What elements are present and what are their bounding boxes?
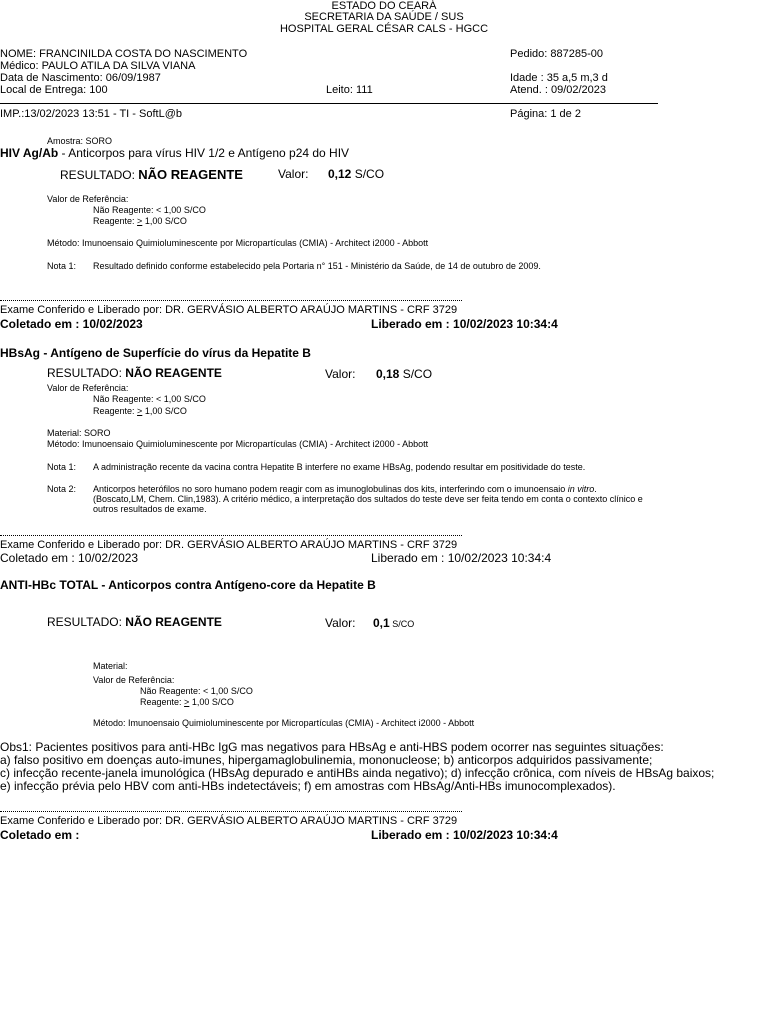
antihbc-value-number: 0,1: [373, 616, 390, 630]
antihbc-description: - Anticorpos contra Antígeno-core da Hepatite B: [98, 578, 376, 592]
hbsag-note2-label: Nota 2:: [47, 484, 77, 494]
antihbc-ref-nonreactive: Não Reagente: < 1,00 S/CO: [140, 686, 253, 696]
hbsag-note2-part-b: . (Boscato,LM, Chem. Clin,1983). A critério médico, a interpretação dos sultados do teste deve ser feita tendo em conta o contexto clínico e outros resultados de exame.: [93, 484, 643, 514]
hiv-code: HIV Ag/Ab: [0, 146, 59, 160]
antihbc-released: Liberado em : 10/02/2023 10:34:4: [371, 828, 558, 842]
hiv-sample: Amostra: SORO: [47, 136, 113, 146]
hbsag-title: [0, 347, 311, 360]
hbsag-result-label: RESULTADO:: [47, 366, 126, 380]
bed-number: Leito: 111: [326, 84, 373, 96]
hbsag-note2-part-a: Anticorpos heterófilos no soro humano podem reagir com as imunoglobulinas dos kits, interferindo com o imunoensaio: [93, 484, 568, 494]
hiv-result: [60, 168, 243, 182]
hiv-value-number: 0,12: [328, 167, 352, 181]
antihbc-value-unit: S/CO: [389, 619, 415, 629]
header-state: ESTADO DO CEARÁ: [331, 0, 437, 12]
hiv-description: - Anticorpos para vírus HIV 1/2 e Antígeno p24 do HIV: [58, 146, 350, 160]
antihbc-value: [373, 617, 414, 630]
header-secretariat: SECRETARIA DA SAÚDE / SUS: [304, 11, 464, 23]
antihbc-collected: Coletado em :: [0, 828, 80, 842]
antihbc-method: Método: Imunoensaio Quimioluminescente por Micropartículas (CMIA) - Architect i2000 - Abbott: [93, 718, 475, 728]
hiv-value-unit: S/CO: [351, 167, 385, 181]
hbsag-note1-text: A administração recente da vacina contra Hepatite B interfere no exame HBsAg, podendo resultar em positividade do teste.: [93, 462, 586, 472]
page-number: Página: 1 de 2: [510, 108, 581, 120]
hbsag-dotted-divider: [0, 535, 462, 536]
hbsag-ref-reactive: [93, 406, 187, 416]
patient-name: NOME: FRANCINILDA COSTA DO NASCIMENTO: [0, 48, 248, 60]
antihbc-ref-reactive-symbol: >: [184, 697, 190, 707]
antihbc-result-label: RESULTADO:: [47, 615, 126, 629]
hiv-note-text: Resultado definido conforme estabelecido pela Portaria n° 151 - Ministério da Saúde, de 14 de outubro de 2009.: [93, 261, 541, 271]
hiv-value-label: Valor:: [278, 167, 309, 181]
hiv-value: [328, 168, 384, 181]
hiv-ref-reactive-label: Reagente:: [93, 216, 138, 226]
hbsag-signed-by: Exame Conferido e Liberado por: DR. GERVÁSIO ALBERTO ARAÚJO MARTINS - CRF 3729: [0, 539, 458, 551]
hbsag-value-label: Valor:: [325, 367, 356, 381]
antihbc-result: [47, 616, 222, 629]
hiv-released: Liberado em : 10/02/2023 10:34:4: [371, 317, 558, 331]
hbsag-material: Material: SORO: [47, 428, 111, 438]
hbsag-ref-nonreactive: Não Reagente: < 1,00 S/CO: [93, 394, 206, 404]
hbsag-result-value: NÃO REAGENTE: [125, 366, 222, 380]
antihbc-ref-reactive: [140, 697, 234, 707]
header-divider: [0, 103, 658, 104]
hbsag-description: - Antígeno de Superfície do vírus da Hepatite B: [40, 346, 311, 360]
hbsag-collected: Coletado em : 10/02/2023: [0, 551, 139, 565]
antihbc-obs-2: a) falso positivo em doenças auto-imunes, hipergamaglobulinemia, mononucleose; b) anticorpos adquiridos passivamente;: [0, 753, 653, 767]
antihbc-title: [0, 579, 376, 592]
antihbc-code: ANTI-HBc TOTAL: [0, 578, 98, 592]
hiv-ref-title: Valor de Referência:: [47, 194, 129, 204]
antihbc-obs-4: e) infecção prévia pelo HBV com anti-HBs indetectáveis; f) em amostras com HBsAg/Anti-HBs imunocomplexados).: [0, 779, 616, 793]
birth-date: Data de Nascimento: 06/09/1987: [0, 72, 161, 84]
antihbc-value-label: Valor:: [325, 616, 356, 630]
hbsag-value-unit: S/CO: [399, 367, 433, 381]
hbsag-note2-italic: in vitro: [567, 484, 595, 494]
hiv-method: Método: Imunoensaio Quimioluminescente por Micropartículas (CMIA) - Architect i2000 - Abbott: [47, 238, 429, 248]
hiv-result-label: RESULTADO:: [60, 168, 139, 182]
hbsag-ref-reactive-symbol: >: [137, 406, 143, 416]
hbsag-released: Liberado em : 10/02/2023 10:34:4: [371, 551, 552, 565]
delivery-location: Local de Entrega: 100: [0, 84, 108, 96]
antihbc-dotted-divider: [0, 811, 462, 812]
hbsag-value-number: 0,18: [376, 367, 400, 381]
hbsag-method: Método: Imunoensaio Quimioluminescente por Micropartículas (CMIA) - Architect i2000 - Abbott: [47, 439, 429, 449]
hiv-note-label: Nota 1:: [47, 261, 77, 271]
hiv-ref-reactive-value: 1,00 S/CO: [142, 216, 187, 226]
hbsag-note2-text: [93, 484, 648, 514]
hbsag-ref-reactive-label: Reagente:: [93, 406, 138, 416]
hbsag-result: [47, 367, 222, 380]
antihbc-ref-reactive-label: Reagente:: [140, 697, 185, 707]
hiv-ref-nonreactive: Não Reagente: < 1,00 S/CO: [93, 205, 206, 215]
print-info: IMP.:13/02/2023 13:51 - TI - SoftL@b: [0, 108, 182, 120]
hbsag-code: HBsAg: [0, 346, 41, 360]
doctor-name: Médico: PAULO ATILA DA SILVA VIANA: [0, 60, 196, 72]
order-number: Pedido: 887285-00: [510, 48, 603, 60]
hbsag-note1-label: Nota 1:: [47, 462, 77, 472]
antihbc-signed-by: Exame Conferido e Liberado por: DR. GERVÁSIO ALBERTO ARAÚJO MARTINS - CRF 3729: [0, 815, 458, 827]
antihbc-ref-reactive-value: 1,00 S/CO: [189, 697, 234, 707]
hiv-ref-reactive: [93, 216, 187, 226]
hiv-ref-reactive-symbol: >: [137, 216, 143, 226]
antihbc-ref-title: Valor de Referência:: [93, 675, 175, 685]
hiv-title: [0, 147, 349, 160]
hbsag-ref-reactive-value: 1,00 S/CO: [142, 406, 187, 416]
hbsag-ref-title: Valor de Referência:: [47, 383, 129, 393]
patient-age: Idade : 35 a,5 m,3 d: [510, 72, 608, 84]
attendance-date: Atend. : 09/02/2023: [510, 84, 607, 96]
hbsag-value: [376, 368, 432, 381]
antihbc-result-value: NÃO REAGENTE: [125, 615, 222, 629]
antihbc-obs-1: Obs1: Pacientes positivos para anti-HBc IgG mas negativos para HBsAg e anti-HBS podem ocorrer nas seguintes situações:: [0, 740, 664, 754]
antihbc-obs-3: c) infecção recente-janela imunológica (HBsAg depurado e antiHBs ainda negativo); d) infecção crônica, com níveis de HBsAg baixos;: [0, 766, 715, 780]
antihbc-material: Material:: [93, 661, 128, 671]
header-hospital: HOSPITAL GERAL CÉSAR CALS - HGCC: [279, 23, 489, 35]
hiv-collected: Coletado em : 10/02/2023: [0, 317, 143, 331]
hiv-signed-by: Exame Conferido e Liberado por: DR. GERVÁSIO ALBERTO ARAÚJO MARTINS - CRF 3729: [0, 304, 458, 316]
hiv-result-value: NÃO REAGENTE: [138, 167, 243, 182]
hiv-dotted-divider: [0, 300, 462, 301]
